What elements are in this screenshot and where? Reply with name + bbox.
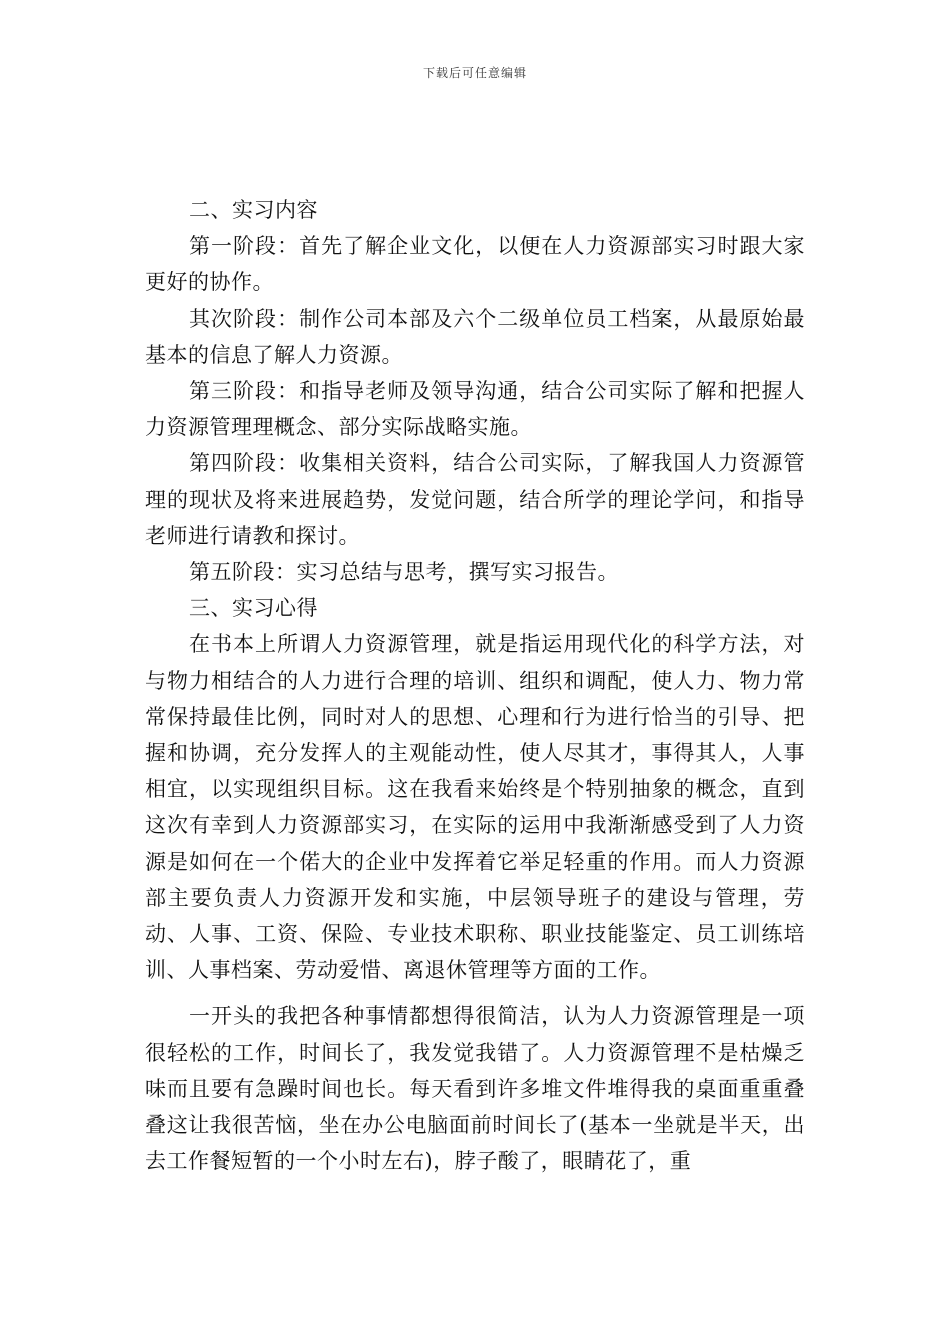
paragraph-stage-three: 第三阶段：和指导老师及领导沟通，结合公司实际了解和把握人力资源管理理概念、部分实际战略实施。 xyxy=(145,379,805,440)
section-heading-internship-content: 二、实习内容 xyxy=(189,198,318,222)
page-header-note: 下载后可任意编辑 xyxy=(422,66,527,80)
paragraph-stage-one: 第一阶段：首先了解企业文化，以便在人力资源部实习时跟大家更好的协作。 xyxy=(145,234,805,295)
section-heading-internship-reflections: 三、实习心得 xyxy=(189,596,318,621)
paragraph-initial-impressions: 一开头的我把各种事情都想得很简洁，认为人力资源管理是一项很轻松的工作，时间长了，我发觉我错了。人力资源管理不是枯燥乏味而且要有急躁时间也长。每天看到许多堆文件堆得我的桌面重重叠叠这让我很苦恼，坐在办公电脑面前时间长了(基本一坐就是半天，出去工作餐短暂的一个小时左右)，脖子酸了，眼睛花了，重 xyxy=(145,1004,805,1174)
paragraph-stage-two: 其次阶段：制作公司本部及六个二级单位员工档案，从最原始最基本的信息了解人力资源。 xyxy=(145,306,805,367)
document-body xyxy=(145,192,805,1179)
paragraph-stage-five: 第五阶段：实习总结与思考，撰写实习报告。 xyxy=(189,560,619,585)
paragraph-hr-definition: 在书本上所谓人力资源管理，就是指运用现代化的科学方法，对与物力相结合的人力进行合理的培训、组织和调配，使人力、物力常常保持最佳比例，同时对人的思想、心理和行为进行恰当的引导、把握和协调，充分发挥人的主观能动性，使人尽其才，事得其人，人事相宜，以实现组织目标。这在我看来始终是个特别抽象的概念，直到这次有幸到人力资源部实习，在实际的运用中我渐渐感受到了人力资源是如何在一个偌大的企业中发挥着它举足轻重的作用。而人力资源部主要负责人力资源开发和实施，中层领导班子的建设与管理，劳动、人事、工资、保险、专业技术职称、职业技能鉴定、员工训练培训、人事档案、劳动爱惜、离退休管理等方面的工作。 xyxy=(145,632,805,983)
paragraph-stage-four: 第四阶段：收集相关资料，结合公司实际，了解我国人力资源管理的现状及将来进展趋势，发觉问题，结合所学的理论学问，和指导老师进行请教和探讨。 xyxy=(145,451,805,548)
